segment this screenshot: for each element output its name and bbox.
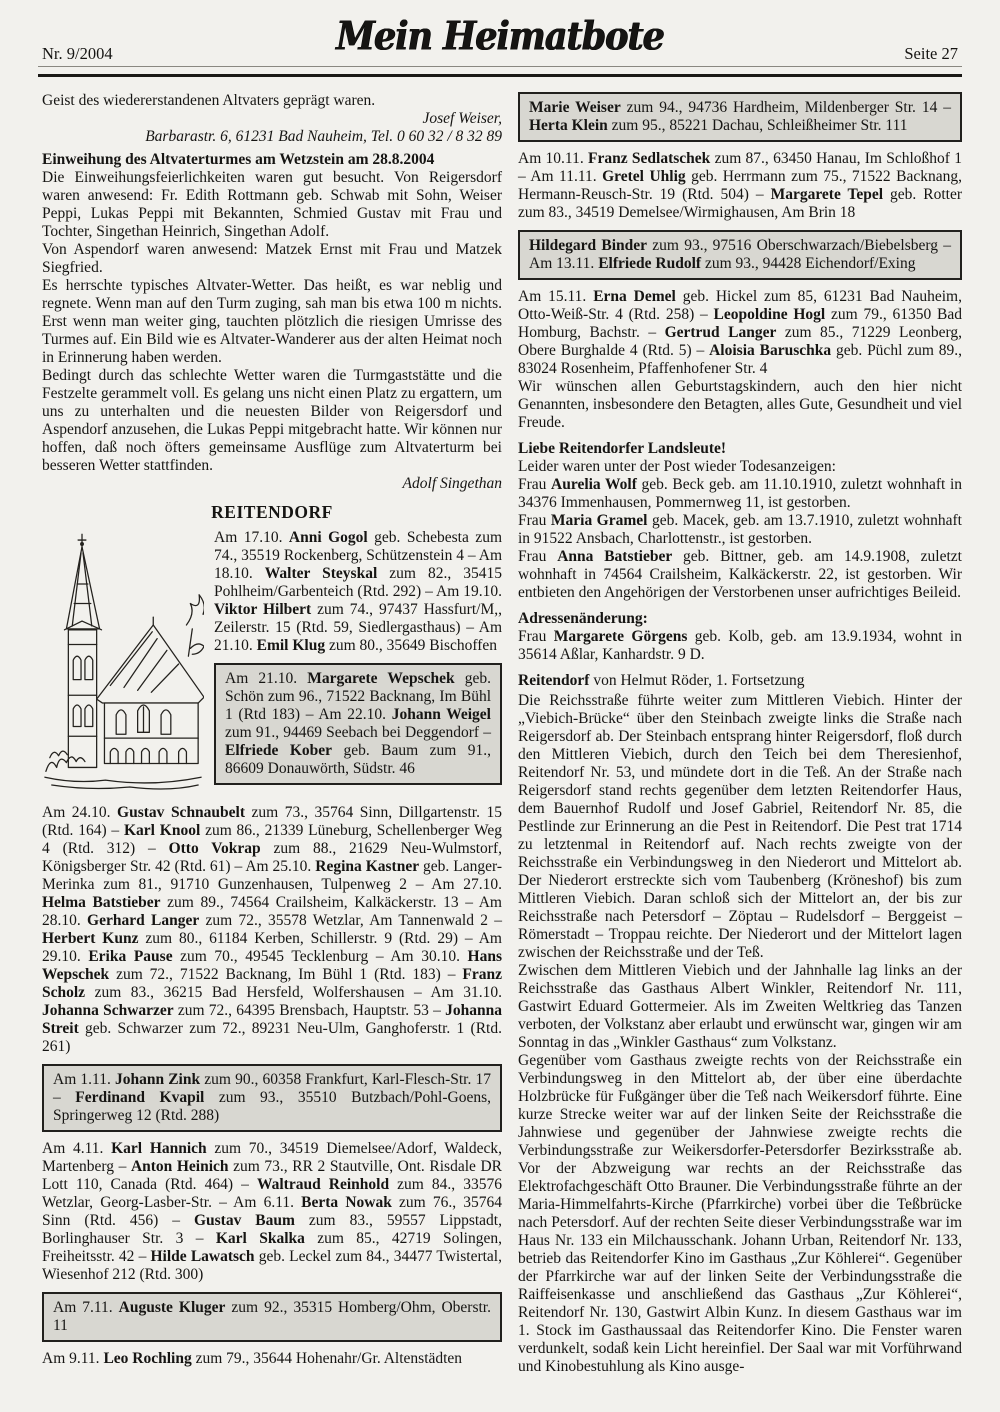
highlight-box-binder-rudolf: Hildegard Binder zum 93., 97516 Oberschwarzach/Biebelsberg – Am 13.11. Elfriede Rudolf zum 93., 94428 Eichendorf/Exing <box>518 230 962 280</box>
story-heading-reitendorf: Reitendorf von Helmut Röder, 1. Fortsetzung <box>518 672 805 689</box>
highlight-box-october: Am 21.10. Margarete Wepschek geb. Schön zum 96., 71522 Backnang, Im Bühl 1 (Rtd 183) – Am 22.10. Johann Weigel zum 91., 94469 Seebach bei Deggendorf – Elfriede Kober geb. Baum zum 91., 86609 Donauwörth, Südstr. 46 <box>214 663 502 785</box>
signature-josef-weiser-address: Barbarastr. 6, 61231 Bad Nauheim, Tel. 0 60 32 / 8 32 89 <box>145 128 502 145</box>
einweihung-paragraph-4: Bedingt durch das schlechte Wetter waren die Turmgaststätte und die Festzelte gerammelt voll. Es gelang uns nicht einen Platz zu ergattern, um uns zu unterhalten und die neuesten Bilder von Reigersdorf und Aspendorf anzusehen, die Lukas Peppi mitgebracht hatte. Wir können nur hoffen, daß noch öfters gemeinsame Ausflüge zum Altvaterturm bei besseren Wetter stattfinden. <box>42 367 502 474</box>
obituaries-intro: Leider waren unter der Post wieder Todesanzeigen: <box>518 458 836 475</box>
birthdays-november-part3: Am 10.11. Franz Sedlatschek zum 87., 63450 Hanau, Im Schloßhof 1 – Am 11.11. Gretel Uhlig geb. Herrmann zum 75., 71522 Backnang, Hermann-Reusch-Str. 19 (Rtd. 504) – Margarete Tepel geb. Rotter zum 83., 34519 Demelsee/Wirmighausen, Am Brin 18 <box>518 150 963 221</box>
highlight-box-november-1: Am 1.11. Johann Zink zum 90., 60358 Frankfurt, Karl-Flesch-Str. 17 – Ferdinand Kvapil zum 93., 35510 Butzbach/Pohl-Goens, Springerweg 12 (Rtd. 288) <box>42 1064 502 1132</box>
left-column <box>42 92 502 1376</box>
highlight-box-november-2: Am 7.11. Auguste Kluger zum 92., 35315 Homberg/Ohm, Oberstr. 11 <box>42 1292 502 1342</box>
heading-einweihung: Einweihung des Altvaterturmes am Wetzstein am 28.8.2004 <box>42 151 435 168</box>
birthday-wishes-paragraph: Wir wünschen allen Geburtstagskindern, auch den hier nicht Genannten, insbesondere den Betagten, alles Gute, Gesundheit und viel Freude. <box>518 378 962 431</box>
page-header <box>38 0 962 80</box>
two-column-body <box>0 80 1000 1376</box>
einweihung-paragraph-3: Es herrschte typisches Altvater-Wetter. Das heißt, es war neblig und regnete. Wenn man auf den Turm zuging, sah man bis etwa 100 m nichts. Erst wenn man weiter ging, tauchten plötzlich die riesigen Umrisse des Turmes auf. Ein Bild wie es Altvater-Wanderer aus der alten Heimat noch in Erinnerung haben werden. <box>42 277 502 366</box>
section-title-reitendorf: REITENDORF <box>211 502 333 522</box>
heading-landsleute: Liebe Reitendorfer Landsleute! <box>518 440 727 457</box>
page-number: Seite 27 <box>904 44 958 63</box>
birthdays-november-part4: Am 15.11. Erna Demel geb. Hickel zum 85, 61231 Bad Nauheim, Otto-Weiß-Str. 4 (Rtd. 258) – Leopoldine Hogl zum 79., 61350 Bad Homburg, Bachstr. – Gertrud Langer zum 85., 71229 Leonberg, Obere Burghalde 4 (Rtd. 5) – Aloisia Baruschka geb. Püchl zum 89., 83024 Rosenheim, Pfaffenhofener Str. 4 <box>518 288 963 377</box>
church-illustration <box>42 531 204 802</box>
birthdays-november-part1: Am 4.11. Karl Hannich zum 70., 34519 Diemelsee/Adorf, Waldeck, Martenberg – Anton Heinich zum 73., RR 2 Stautville, Ont. Risdale DR Lott 110, Canada (Rtd. 464) – Waltraud Reinhold zum 84., 33576 Wetzlar, Georg-Lasber-Str. – Am 6.11. Berta Nowak zum 76., 35764 Sinn (Rtd. 456) – Gustav Baum zum 83., 59557 Lippstadt, Borlinghauser Str. 3 – Karl Skalka zum 85., 42719 Solingen, Freiheitsstr. 42 – Hilde Lawatsch geb. Leckel zum 84., 34477 Twistertal, Wiesenhof 212 (Rtd. 300) <box>42 1140 503 1283</box>
signature-adolf-singethan: Adolf Singethan <box>402 475 502 492</box>
story-paragraph-3: Gegenüber vom Gasthaus zweigte rechts von der Reichsstraße ein Verbindungsweg in den Mittelort ab, der über eine überdachte Holzbrücke für Fußgänger über die Teß nach Weikersdorf führte. Eine kurze Strecke weiter war auf der linken Seite der Reichsstraße die Jahnwiese und gegenüber der Jahnwiese zweigte rechts die Verbindungsstraße zur Weikersdorfer-Petersdorfer Bezirksstraße ab. Vor der Abzweigung war rechts an der Reichsstraße das Elektrofachgeschäft Otto Brauner. Die Verbindungsstraße führte an der Maria-Himmelfahrts-Kirche (Pfarrkirche) vorbei über die Teßbrücke nach Petersdorf. Auf der rechten Seite dieser Verbindungsstraße war im Haus Nr. 133 ein Milchausschank. Johann Urban, Reitendorf Nr. 133, betrieb das Reitendorfer Kino im Gasthaus „Zur Köhlerei“. Gegenüber der Pfarrkirche war auf der linken Seite der Verbindungsstraße die Raiffeisenkasse und anschließend das Gasthaus „Zur Köhlerei“, Reitendorf Nr. 130, Gastwirt Albin Kunz. In diesem Gasthaus war im 1. Stock im Gasthaussaal das Reitendorfer Kino. Die Fenster waren verdunkelt, sodaß kein Licht hereinfiel. Der Saal war mit Vorführwand und Kinobestuhlung als Kino ausge- <box>518 1052 962 1375</box>
birthdays-october-part1: Am 17.10. Anni Gogol geb. Schebesta zum 74., 35519 Rockenberg, Schützenstein 4 – Am 18.10. Walter Steyskal zum 82., 35415 Pohlheim/Garbenteich (Rtd. 292) – Am 19.10. Viktor Hilbert zum 74., 97437 Hassfurt/M,, Zeilerstr. 15 (Rtd. 59, Siedlergasthaus) – Am 21.10. Emil Klug zum 80., 35649 Bischoffen <box>214 529 503 654</box>
signature-josef-weiser: Josef Weiser, <box>422 110 502 127</box>
address-change-goergens: Frau Margarete Görgens geb. Kolb, geb. am 13.9.1934, wohnt in 35614 Aßlar, Kanhardstr. 9 D. <box>518 628 962 663</box>
obituary-aurelia-wolf: Frau Aurelia Wolf geb. Beck geb. am 11.10.1910, zuletzt wohnhaft in 34376 Immenhausen, Pommernweg 11, ist gestorben. <box>518 476 963 511</box>
story-paragraph-1: Die Reichsstraße führte weiter zum Mittleren Viebich. Hinter der „Viebich-Brücke“ über den Steinbach zweigte links die Straße nach Reigersdorf ab. Der Steinbach entsprang hinter Reigersdorf, floß durch den Mittleren Viebich, durch den Teich bei dem Theresienhof, Reitendorf Nr. 53, und mündete dort in die Teß. An der Straße nach Reigersdorf stand rechts gegenüber dem letzten Reitendorfer Haus, dem Bauernhof Rudolf und Josef Gabriel, Reitendorf Nr. 85, die Pestlinde zur Erinnerung an die Pest in Reitendorf. Die Pest trat 1714 zu letztenmal in Reitendorf auf. Nach rechts zweigte von der Reichsstraße ein Verbindungsweg in den Niederort und Mittelort ab. Der Niederort erstreckte sich vom Taubenberg (Kröneshof) bis zum Mittleren Viebich. Daran schloß sich der Mittelort an, der bis zur Reichsstraße nach Petersdorf – Zöptau – Rudelsdorf – Berggeist – Römerstadt – Troppau reichte. Der Niederort und der Mittelort lagen zwischen der Reichsstraße und der Teß. <box>518 692 962 961</box>
issue-number: Nr. 9/2004 <box>42 44 113 63</box>
header-rule-thin <box>38 66 962 67</box>
continuation-paragraph: Geist des wiedererstandenen Altvaters geprägt waren. <box>42 92 376 109</box>
obituary-anna-batstieber: Frau Anna Batstieber geb. Bittner, geb. am 14.9.1908, zuletzt wohnhaft in 74564 Crailsheim, Kalkäckerstr. 22, ist gestorben. Wir entbieten den Angehörigen der Verstorbenen unser aufrichtiges Beileid. <box>518 548 962 601</box>
story-paragraph-2: Zwischen dem Mittleren Viebich und der Jahnhalle lag links an der Reichsstraße das Gasthaus Albert Winkler, Reitendorf Nr. 111, Gastwirt Eduard Gottermeier. Als im Zweiten Weltkrieg das Tanzen verboten, der Volkstanz aber erlaubt und erwünscht war, gingen wir am Sonntag in das „Winkler Gasthaus“ zum Volkstanz. <box>518 962 962 1051</box>
obituary-maria-gramel: Frau Maria Gramel geb. Macek, geb. am 13.7.1910, zuletzt wohnhaft in 91522 Ansbach, Charlottenstr., ist gestorben. <box>518 512 962 547</box>
einweihung-paragraph-2: Von Aspendorf waren anwesend: Matzek Ernst mit Frau und Matzek Siegfried. <box>42 241 502 276</box>
heading-adressenaenderung: Adressenänderung: <box>518 610 648 627</box>
einweihung-paragraph-1: Die Einweihungsfeierlichkeiten waren gut besucht. Von Reigersdorf waren anwesend: Fr. Edith Rottmann geb. Schwab mit Sohn, Weiser Peppi, Lukas Peppi mit Bekannten, Schmied Gustav mit Frau und Tochter, Singethan Heinrich, Singethan Adolf. <box>42 169 502 240</box>
header-rule-thick <box>38 74 962 77</box>
birthdays-november-part2: Am 9.11. Leo Rochling zum 79., 35644 Hohenahr/Gr. Altenstädten <box>42 1350 463 1367</box>
birthdays-october-part2: Am 24.10. Gustav Schnaubelt zum 73., 35764 Sinn, Dillgartenstr. 15 (Rtd. 164) – Karl Knool zum 86., 21339 Lüneburg, Schellenberger Weg 4 (Rtd. 312) – Otto Vokrap zum 88., 21629 Neu-Wulmstorf, Königsberger Str. 42 (Rtd. 61) – Am 25.10. Regina Kastner geb. Langer-Merinka zum 81., 91710 Gunzenhausen, Tulpenweg 2 – Am 27.10. Helma Batstieber zum 89., 74564 Crailsheim, Kalkäckerstr. 13 – Am 28.10. Gerhard Langer zum 72., 35578 Wetzlar, Am Tannenwald 2 – Herbert Kunz zum 80., 61184 Kerben, Schillerstr. 9 (Rtd. 29) – Am 29.10. Erika Pause zum 70., 49545 Tecklenburg – Am 30.10. Hans Wepschek zum 72., 71522 Backnang, Im Bühl 1 (Rtd. 183) – Franz Scholz zum 83., 36215 Bad Hersfeld, Wolfershausen – Am 31.10. Johanna Schwarzer zum 72., 64395 Brensbach, Hauptstr. 53 – Johanna Streit geb. Schwarzer zum 72., 89231 Neu-Ulm, Ganghoferstr. 1 (Rtd. 261) <box>42 804 503 1055</box>
highlight-box-weiser-klein: Marie Weiser zum 94., 94736 Hardheim, Mildenberger Str. 14 – Herta Klein zum 95., 85221 Dachau, Schleißheimer Str. 111 <box>518 92 962 142</box>
masthead-title: Mein Heimatbote <box>336 13 664 60</box>
right-column <box>518 92 962 1376</box>
